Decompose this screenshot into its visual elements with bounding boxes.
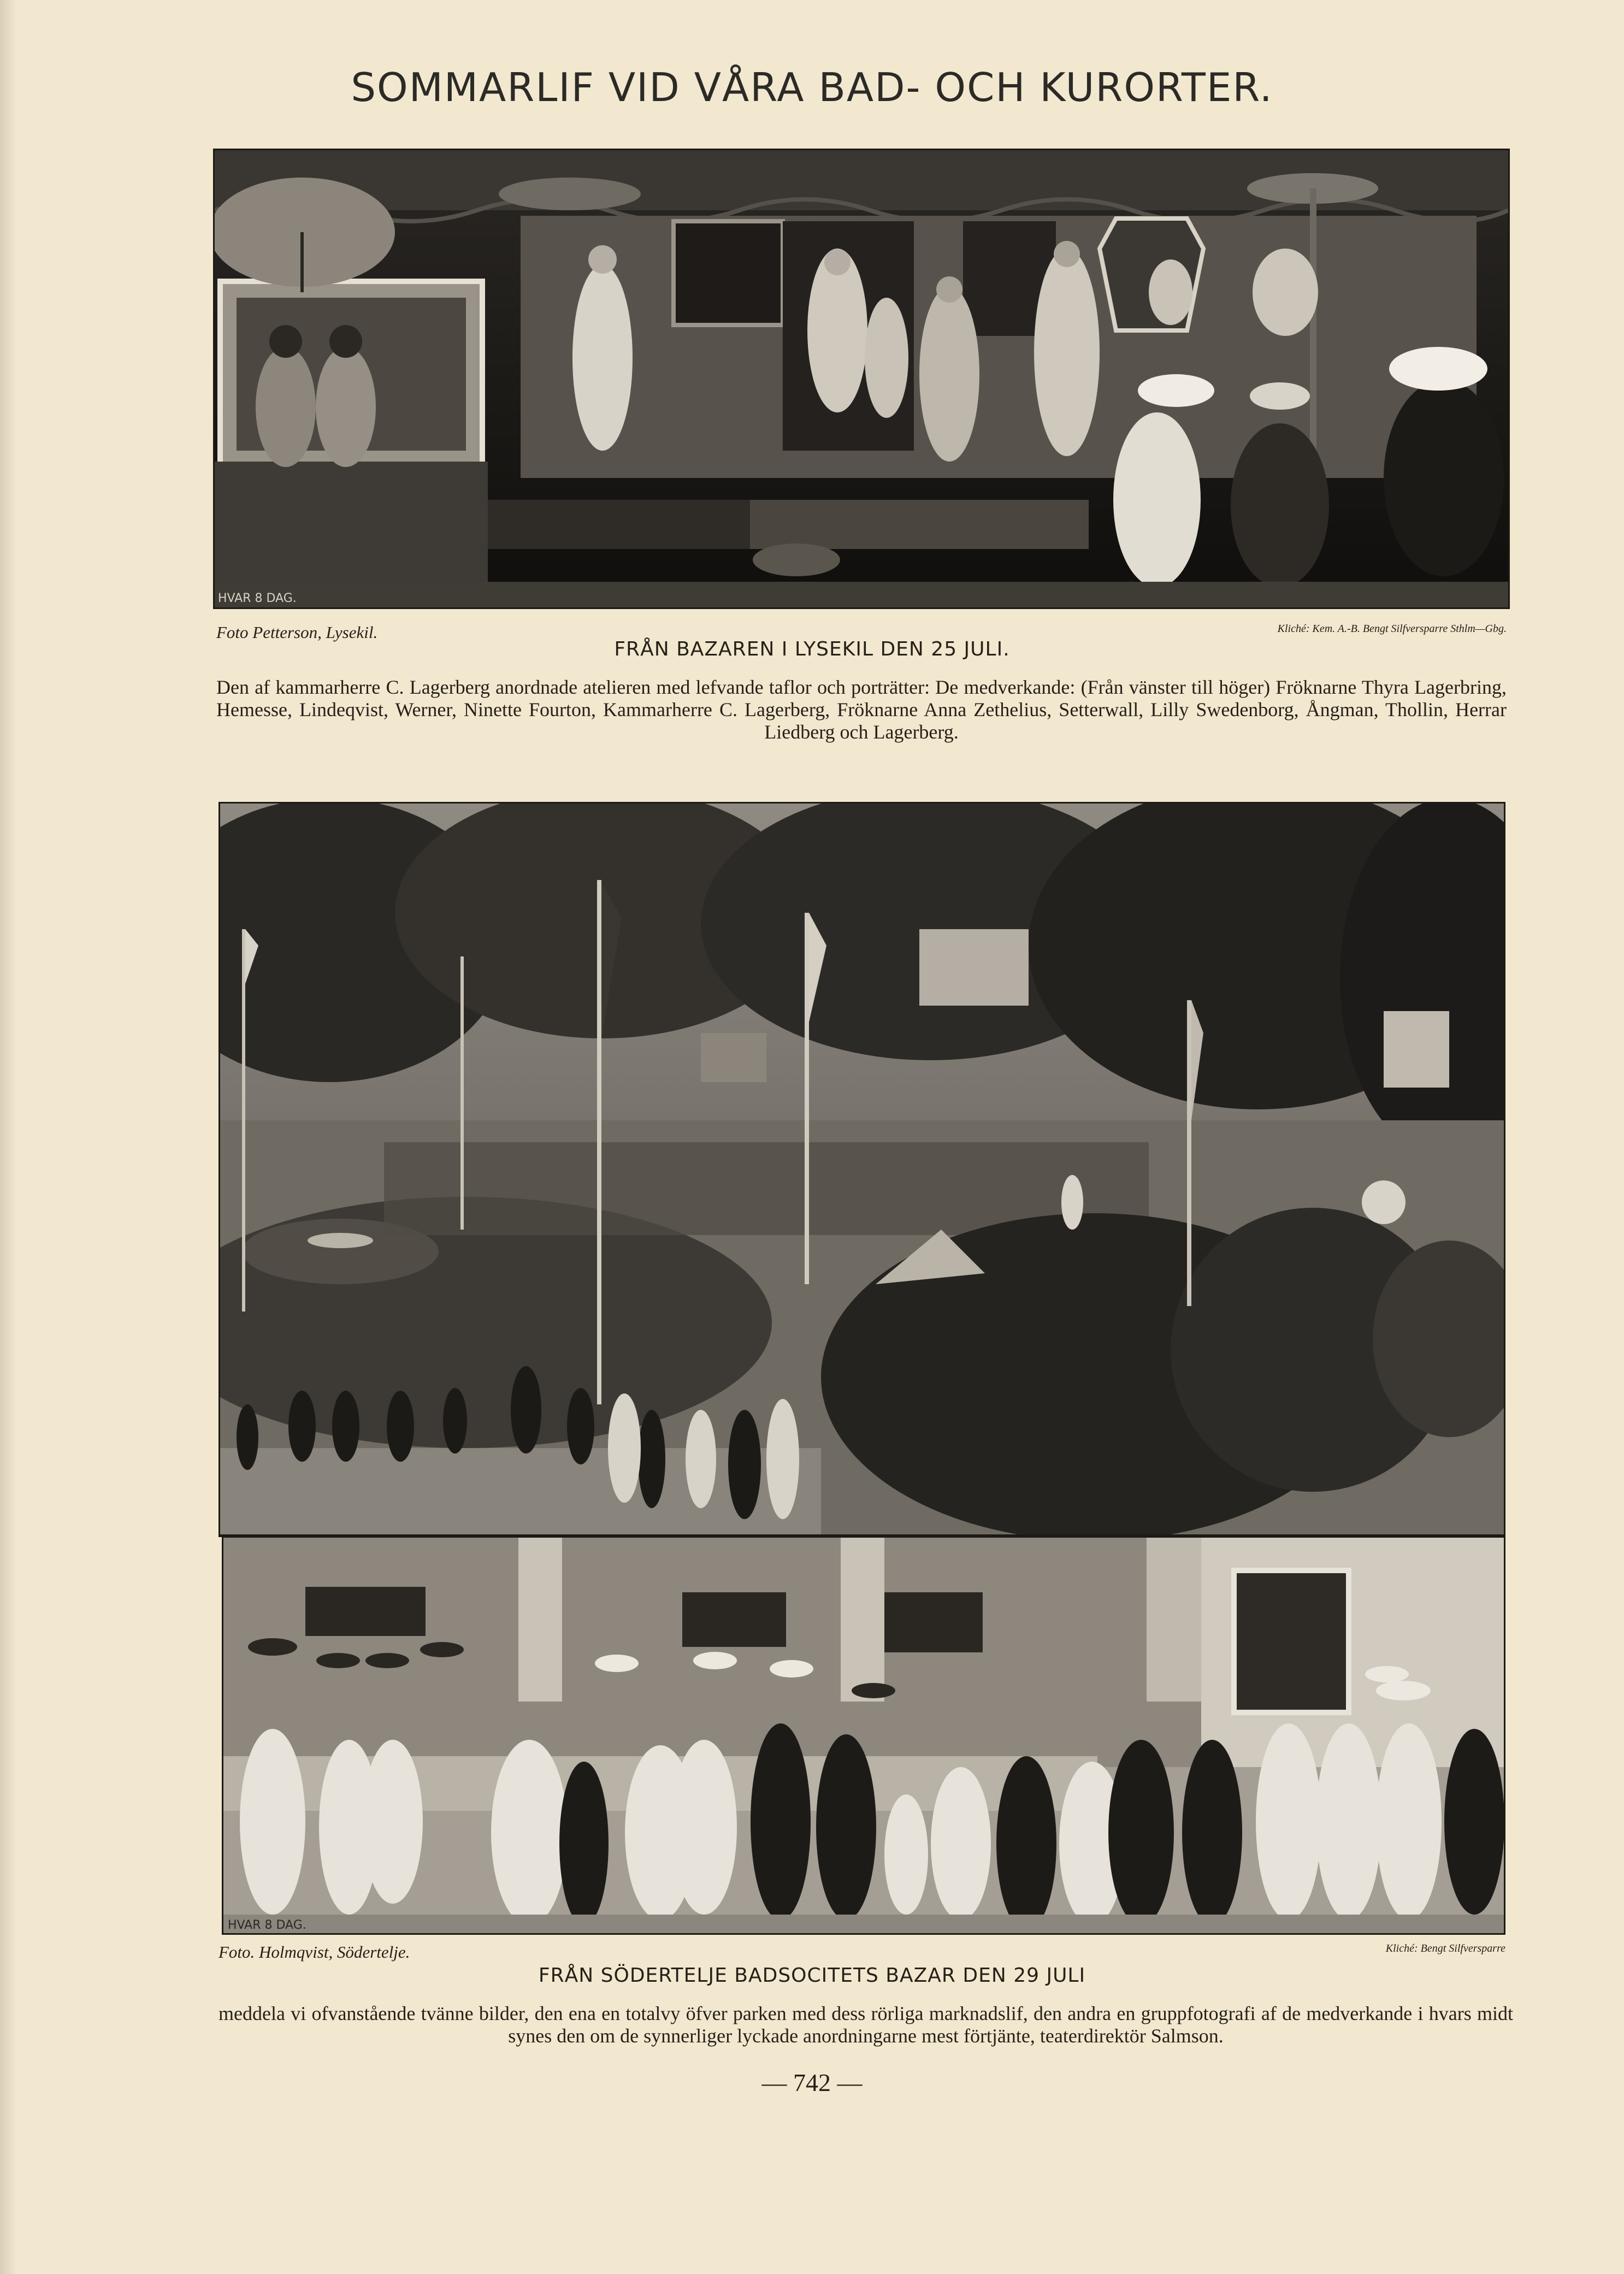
caption-title: FRÅN BAZAREN I LYSEKIL DEN 25 JULI. (614, 638, 1010, 660)
caption-text: Den af kammarherre C. Lagerberg anordnade atelieren med lefvande taflor och porträtter: De medverkande: (Från vänster till höger) Fröknarne Thyra Lagerbring, Hemesse, Lindeqvist, Werner, Ninette Fourton, Kammarherre C. Lagerberg, Fröknarne Anna Zethelius, Setterwall, Lilly Swedenborg, Ångman, Thollin, Herrar Liedberg och Lagerberg. (216, 676, 1507, 743)
photo-agency-mark: HVAR 8 DAG. (218, 592, 297, 605)
photo-credit: Foto. Holmqvist, Södertelje. (218, 1942, 410, 1962)
caption-title: FRÅN SÖDERTELJE BADSOCITETS BAZAR DEN 29 JULI (538, 1964, 1086, 1987)
page-edge (0, 0, 15, 2274)
photo-credit: Foto Petterson, Lysekil. (216, 623, 378, 642)
atelier-scene-illustration (215, 150, 1508, 607)
group-scene-illustration (223, 1538, 1504, 1933)
cliche-credit: Kliché: Kem. A.-B. Bengt Silfversparre Sthlm—Gbg. (1277, 623, 1507, 635)
photo-sodertelje-group (222, 1536, 1505, 1935)
cliche-credit: Kliché: Bengt Silfversparre (1385, 1942, 1505, 1954)
photo-agency-mark: HVAR 8 DAG. (228, 1918, 306, 1932)
park-scene-illustration (220, 804, 1504, 1535)
page-number: — 742 — (761, 2069, 863, 2096)
page-title: SOMMARLIF VID VÅRA BAD- OCH KURORTER. (351, 64, 1273, 110)
caption-text: meddela vi ofvanstående tvänne bilder, den ena en totalvy öfver parken med dess rörliga marknadslif, den andra en gruppfotografi af de medverkande i hvars midt synes den om de synnerliger lyckade anordningarne mest förtjänte, teaterdirektör Salmson. (218, 2003, 1513, 2047)
photo-sodertelje-park (218, 802, 1505, 1537)
photo-lysekil-atelier (213, 149, 1510, 609)
